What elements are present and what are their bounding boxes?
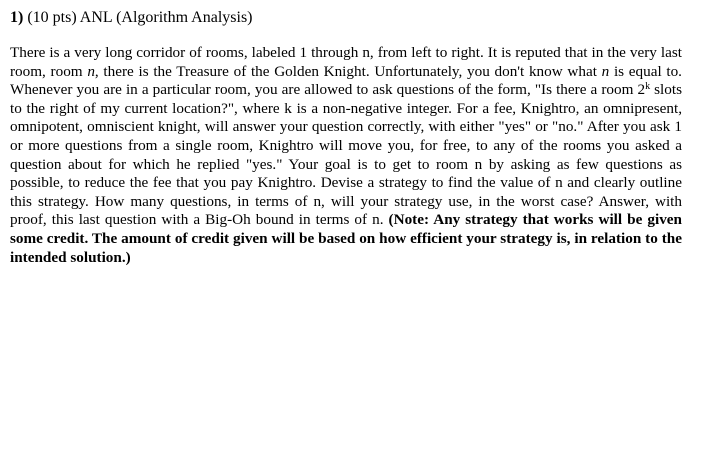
body-segment: is equal to. Whenever you are in a particular room, you are allowed to ask questions of the form, "Is there a room 2 [10,62,682,99]
question-body [10,44,682,267]
variable-n: n [601,62,610,80]
body-segment: , there is the Treasure of the Golden Knight. Unfortunately, you don't know what [94,62,602,80]
question-header-text: (10 pts) ANL (Algorithm Analysis) [27,9,253,26]
grading-note: (Note: Any strategy that works will be given some credit. The amount of credit given will be based on how efficient your strategy is, in relation to the intended solution.) [10,211,682,266]
question-heading [10,8,253,28]
body-segment: slots to the right of my current location?", where k is a non-negative integer. For a fee, Knightro, an omnipresent, omnipotent, omniscient knight, will answer your question correctly, with either "yes" or "no." After you ask 1 or more questions from a single room, Knightro will move you, for free, to any of the rooms you asked a question about for which he replied "yes." Your goal is to get to room n by asking as few questions as possible, to reduce the fee that you pay Knightro. Devise a strategy to find the value of n and clearly outline this strategy. How many questions, in terms of n, will your strategy use, in the worst case? Answer, with proof, this last question with a Big-Oh bound in terms of n. [10,81,682,229]
question-number: 1) [10,9,24,26]
variable-n: n [87,62,95,80]
exponent-k: k [645,81,651,93]
body-segment: There is a very long corridor of rooms, labeled 1 through n, from left to right. It is reputed that in the very last room, room [10,44,682,80]
